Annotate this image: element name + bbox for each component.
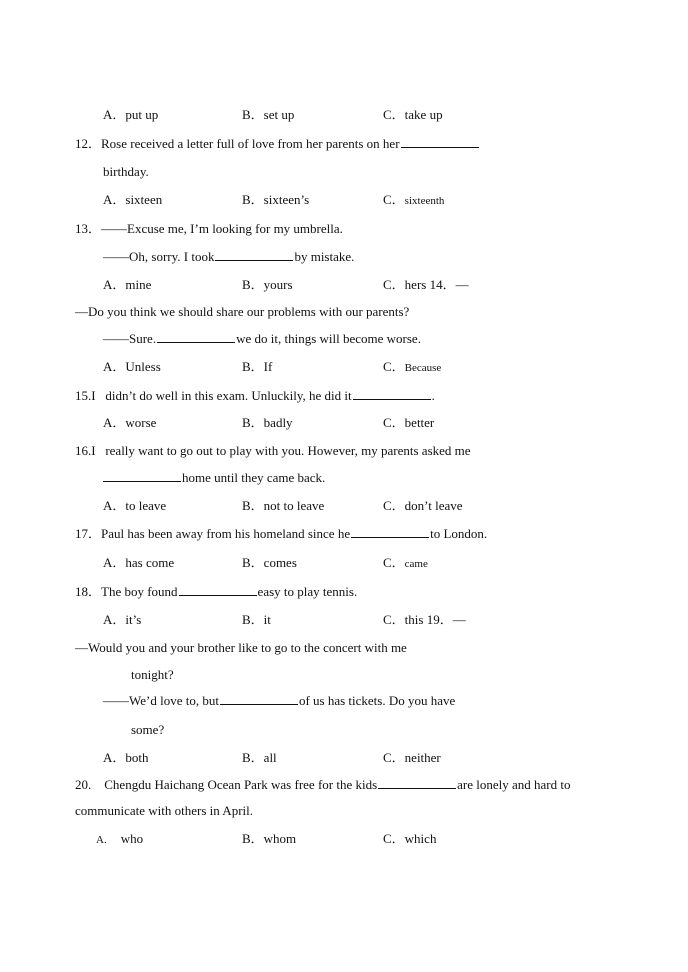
q20-option-c: C．which bbox=[383, 831, 437, 846]
answer-blank bbox=[179, 584, 257, 596]
q16-option-c: C．don’t leave bbox=[383, 498, 463, 513]
q19-line3: ——We’d love to, but of us has tickets. Do you have bbox=[103, 693, 456, 708]
q18-option-b: B．it bbox=[242, 612, 271, 627]
q12-option-a: A．sixteen bbox=[103, 192, 163, 207]
q13-option-a: A．mine bbox=[103, 277, 152, 292]
q14-option-b: B．If bbox=[242, 359, 273, 374]
q11-option-b: B．set up bbox=[242, 107, 295, 122]
q11-option-c: C．take up bbox=[383, 107, 443, 122]
answer-blank bbox=[378, 777, 456, 789]
q14-option-a: A．Unless bbox=[103, 359, 161, 374]
q14-option-c: C．Because bbox=[383, 359, 442, 374]
q13-option-b: B．yours bbox=[242, 277, 293, 292]
q11-option-a: A．put up bbox=[103, 107, 159, 122]
answer-blank bbox=[401, 136, 479, 148]
q13-line2: ——Oh, sorry. I took by mistake. bbox=[103, 249, 355, 264]
q19-line4: some? bbox=[131, 722, 165, 737]
q19-option-c: C．neither bbox=[383, 750, 441, 765]
q19-continuation: tonight? bbox=[131, 667, 174, 682]
q16-stem: 16.I really want to go out to play with you. However, my parents asked me bbox=[75, 443, 471, 458]
q19-option-b: B．all bbox=[242, 750, 277, 765]
answer-blank bbox=[220, 693, 298, 705]
q15-option-c: C．better bbox=[383, 415, 435, 430]
q14-stem: —Do you think we should share our problems with our parents? bbox=[75, 304, 410, 319]
q12-stem: 12．Rose received a letter full of love from her parents on her bbox=[75, 136, 480, 152]
q17-option-c: C．came bbox=[383, 555, 428, 570]
answer-blank bbox=[103, 470, 181, 482]
answer-blank bbox=[157, 331, 235, 343]
q18-option-c: C．this 19．— bbox=[383, 612, 466, 627]
q17-option-a: A．has come bbox=[103, 555, 175, 570]
q16-line2: home until they came back. bbox=[103, 470, 325, 486]
q13-stem: 13．——Excuse me, I’m looking for my umbrella. bbox=[75, 221, 343, 236]
q12-continuation: birthday. bbox=[103, 164, 149, 179]
q13-option-c: C．hers 14．— bbox=[383, 277, 469, 292]
q12-option-c: C．sixteenth bbox=[383, 192, 445, 207]
q14-line2: ——Sure. we do it, things will become worse. bbox=[103, 331, 421, 346]
answer-blank bbox=[215, 249, 293, 261]
q15-option-b: B．badly bbox=[242, 415, 293, 430]
q20-option-a: A. who bbox=[96, 831, 144, 846]
q16-option-a: A．to leave bbox=[103, 498, 167, 513]
q17-stem: 17．Paul has been away from his homeland since he to London. bbox=[75, 526, 488, 541]
answer-blank bbox=[351, 526, 429, 538]
q18-option-a: A．it’s bbox=[103, 612, 142, 627]
q19-stem: —Would you and your brother like to go to the concert with me bbox=[75, 640, 407, 655]
q20-option-b: B．whom bbox=[242, 831, 297, 846]
q12-option-b: B．sixteen’s bbox=[242, 192, 310, 207]
q16-option-b: B．not to leave bbox=[242, 498, 325, 513]
q18-stem: 18．The boy found easy to play tennis. bbox=[75, 584, 358, 599]
q15-stem: 15.I didn’t do well in this exam. Unluckily, he did it . bbox=[75, 388, 435, 403]
q15-option-a: A．worse bbox=[103, 415, 157, 430]
q20-continuation: communicate with others in April. bbox=[75, 803, 253, 818]
q20-stem: 20. Chengdu Haichang Ocean Park was free for the kids are lonely and hard to bbox=[75, 777, 571, 792]
answer-blank bbox=[353, 388, 431, 400]
q17-option-b: B．comes bbox=[242, 555, 297, 570]
q19-option-a: A．both bbox=[103, 750, 149, 765]
